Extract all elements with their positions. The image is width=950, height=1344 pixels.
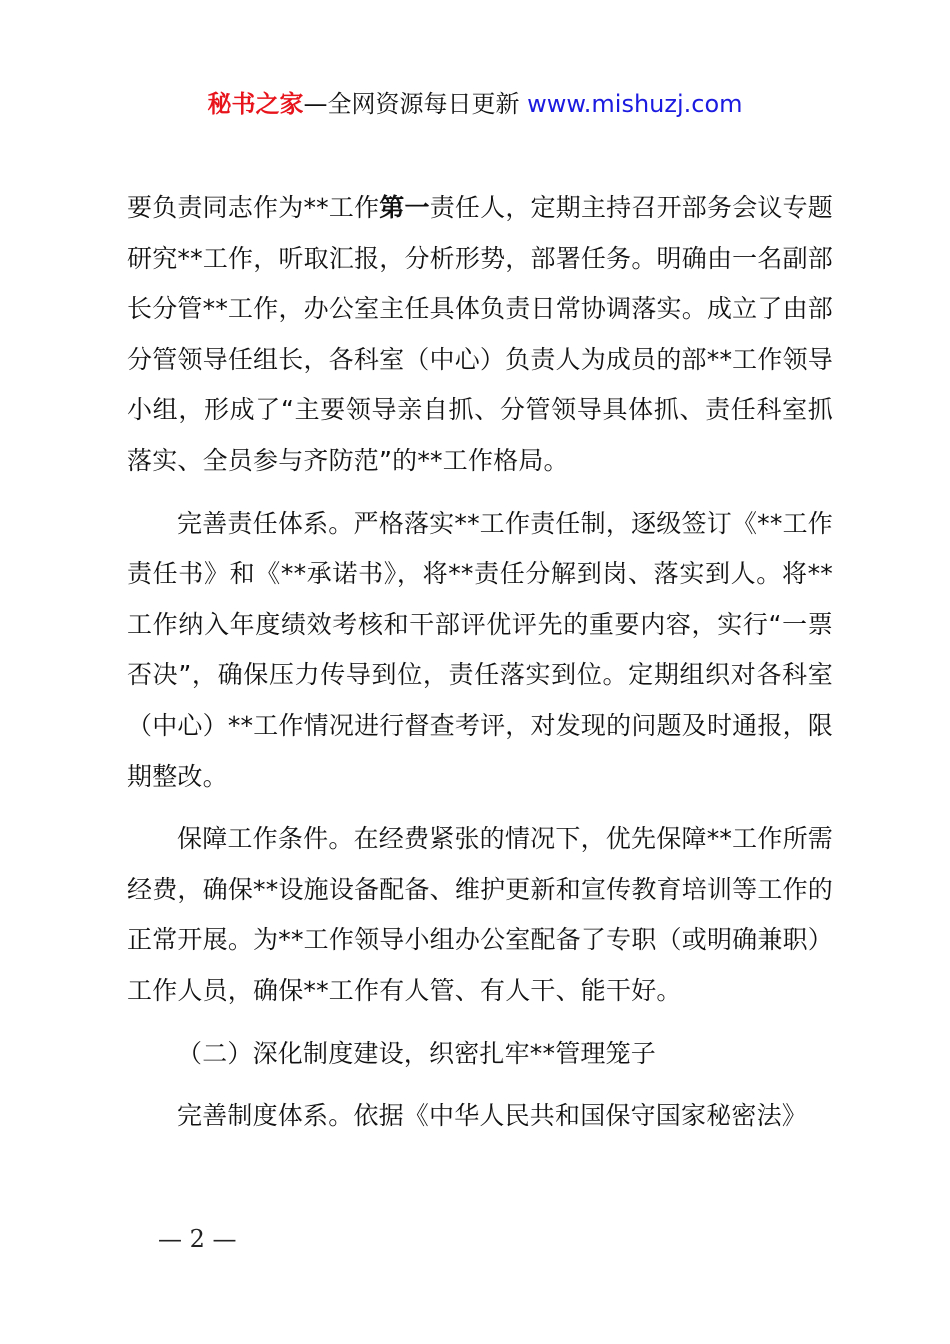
header-tagline: —全网资源每日更新	[303, 90, 520, 118]
paragraph-1-text-after: 责任人，定期主持召开部务会议专题研究**工作，听取汇报，分析形势，部署任务。明确由一名副部长分管**工作，办公室主任具体负责日常协调落实。成立了由部分管领导任组长，各科室（中心）负责人为成员的部**工作领导小组，形成了“主要领导亲自抓、分管领导具体抓、责任科室抓落实、全员参与齐防范”的**工作格局。	[127, 193, 834, 475]
brand-name: 秘书之家	[207, 90, 304, 118]
site-url-link[interactable]: www.mishuzj.com	[527, 90, 743, 118]
paragraph-1-text-before: 要负责同志作为**工作	[127, 193, 380, 222]
paragraph-3: 保障工作条件。在经费紧张的情况下，优先保障**工作所需经费，确保**设施设备配备、维护更新和宣传教育培训等工作的正常开展。为**工作领导小组办公室配备了专职（或明确兼职）工作人员，确保**工作有人管、有人干、能干好。	[127, 824, 833, 1005]
page-number: — 2 —	[158, 1225, 237, 1253]
section-heading: （二）深化制度建设，织密扎牢**管理笼子	[177, 1038, 657, 1068]
paragraph-1	[127, 183, 833, 487]
paragraph-1-bold-text: 第一	[379, 193, 430, 222]
document-body	[127, 183, 833, 1142]
site-header	[0, 86, 950, 122]
paragraph-4: 完善制度体系。依据《中华人民共和国保守国家秘密法》	[177, 1101, 808, 1131]
paragraph-2: 完善责任体系。严格落实**工作责任制，逐级签订《**工作责任书》和《**承诺书》，将**责任分解到岗、落实到人。将**工作纳入年度绩效考核和干部评优评先的重要内容，实行“一票否决”，确保压力传导到位，责任落实到位。定期组织对各科室（中心）**工作情况进行督查考评，对发现的问题及时通报，限期整改。	[127, 508, 833, 791]
